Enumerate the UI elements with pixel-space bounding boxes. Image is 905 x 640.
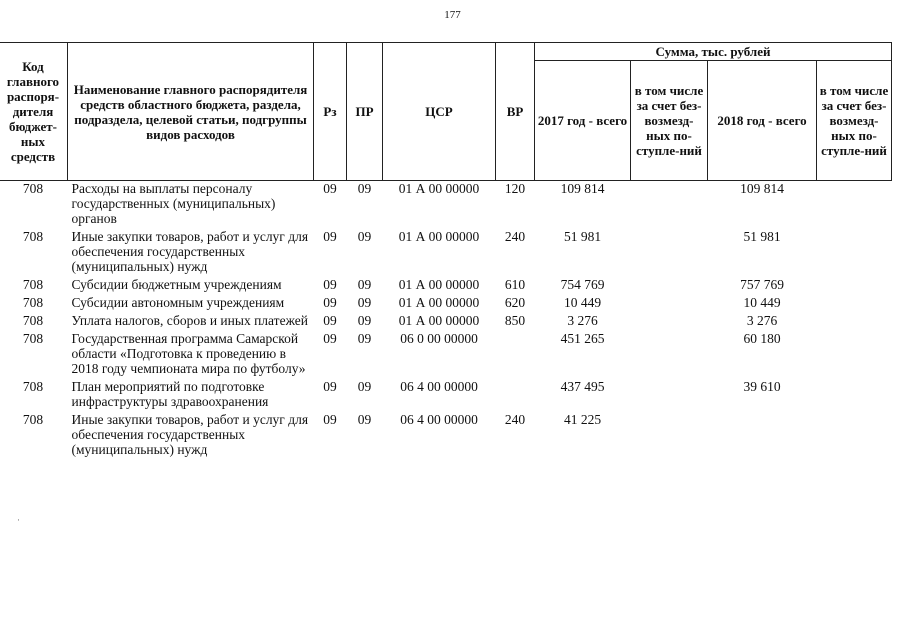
free-2017-cell: [631, 229, 708, 274]
margin-mark: ·: [17, 515, 20, 525]
sum-2018-cell: 3 276: [746, 313, 778, 328]
sum-2018-cell: 39 610: [743, 379, 781, 394]
header-name: Наименование главного распорядителя средств областного бюджета, раздела, подраздела, целевой статьи, подгруппы видов расходов: [68, 43, 314, 181]
table-row: [0, 277, 892, 292]
vr-cell: [496, 379, 535, 409]
table-row: [0, 295, 892, 310]
vr-cell: [496, 331, 535, 376]
code-cell: 708: [22, 313, 44, 328]
page-number: 177: [444, 9, 461, 21]
vr-cell: 240: [504, 229, 526, 244]
csr-cell: 06 4 00 00000: [400, 379, 478, 394]
rz-cell: 09: [323, 313, 337, 328]
sum-2017-cell: 51 981: [563, 229, 602, 244]
sum-2017-cell: 754 769: [560, 277, 605, 292]
code-cell: 708: [22, 412, 44, 427]
rz-cell: 09: [323, 277, 337, 292]
pr-cell: 09: [357, 277, 372, 292]
code-cell: 708: [22, 181, 44, 196]
rz-cell: 09: [323, 331, 337, 346]
free-2018-cell: [817, 412, 892, 457]
sum-2017-cell: 451 265: [560, 331, 605, 346]
csr-cell: 01 А 00 00000: [398, 181, 480, 196]
header-2018-total: 2018 год - всего: [708, 61, 817, 181]
sum-2017-cell: 109 814: [560, 181, 605, 196]
header-vr: ВР: [496, 43, 535, 181]
vr-cell: 240: [504, 412, 526, 427]
name-cell: Иные закупки товаров, работ и услуг для обеспечения государственных (муниципальных) нужд: [71, 229, 309, 274]
csr-cell: 01 А 00 00000: [398, 229, 480, 244]
csr-cell: 01 А 00 00000: [398, 313, 480, 328]
free-2018-cell: [817, 277, 892, 292]
header-rz: Рз: [314, 43, 347, 181]
code-cell: 708: [22, 277, 44, 292]
pr-cell: 09: [357, 229, 372, 244]
sum-2017-cell: 10 449: [563, 295, 602, 310]
csr-cell: 06 0 00 00000: [400, 331, 478, 346]
pr-cell: 09: [357, 412, 372, 427]
vr-cell: 850: [504, 313, 526, 328]
free-2018-cell: [817, 379, 892, 409]
name-cell: Государственная программа Самарской области «Подготовка к проведению в 2018 году чемпионата мира по футболу»: [71, 331, 306, 376]
sum-2017-cell: 41 225: [563, 412, 602, 427]
free-2018-cell: [817, 229, 892, 274]
sum-2018-cell: 757 769: [740, 277, 784, 292]
free-2017-cell: [631, 379, 708, 409]
csr-cell: 01 А 00 00000: [398, 295, 480, 310]
free-2018-cell: [817, 295, 892, 310]
header-csr: ЦСР: [383, 43, 496, 181]
sum-2018-cell: 10 449: [743, 295, 781, 310]
code-cell: 708: [22, 295, 44, 310]
table-row: [0, 313, 892, 328]
free-2017-cell: [631, 313, 708, 328]
pr-cell: 09: [357, 331, 372, 346]
header-2018-free: в том числе за счет без-возмезд-ных по-ступле-ний: [817, 61, 892, 181]
csr-cell: 06 4 00 00000: [400, 412, 478, 427]
sum-2017-cell: 437 495: [560, 379, 605, 394]
sum-2018-cell: 60 180: [743, 331, 781, 346]
pr-cell: 09: [357, 313, 372, 328]
table-row: [0, 181, 892, 227]
table-row: [0, 229, 892, 274]
pr-cell: 09: [357, 181, 372, 196]
vr-cell: 120: [504, 181, 526, 196]
header-sum: Сумма, тыс. рублей: [535, 43, 892, 61]
free-2017-cell: [631, 412, 708, 457]
table-row: [0, 331, 892, 376]
free-2018-cell: [817, 313, 892, 328]
table-row: [0, 379, 892, 409]
rz-cell: 09: [323, 229, 337, 244]
free-2017-cell: [631, 331, 708, 376]
csr-cell: 01 А 00 00000: [398, 277, 480, 292]
pr-cell: 09: [357, 295, 372, 310]
sum-2018-cell: 109 814: [740, 181, 784, 196]
pr-cell: 09: [357, 379, 372, 394]
code-cell: 708: [22, 379, 44, 394]
code-cell: 708: [22, 331, 44, 346]
rz-cell: 09: [323, 181, 337, 196]
free-2018-cell: [817, 331, 892, 376]
rz-cell: 09: [323, 295, 337, 310]
rz-cell: 09: [323, 379, 337, 394]
header-pr: ПР: [347, 43, 383, 181]
sum-2018-cell: [708, 412, 817, 457]
name-cell: Субсидии бюджетным учреждениям: [71, 277, 282, 292]
name-cell: Расходы на выплаты персоналу государственных (муниципальных) органов: [71, 181, 276, 226]
free-2018-cell: [817, 181, 892, 227]
free-2017-cell: [631, 277, 708, 292]
header-2017-total: 2017 год - всего: [535, 61, 631, 181]
vr-cell: 620: [504, 295, 526, 310]
code-cell: 708: [22, 229, 44, 244]
free-2017-cell: [631, 295, 708, 310]
rz-cell: 09: [323, 412, 337, 427]
vr-cell: 610: [504, 277, 526, 292]
sum-2017-cell: 3 276: [567, 313, 598, 328]
header-2017-free: в том числе за счет без-возмезд-ных по-ступле-ний: [631, 61, 708, 181]
name-cell: Субсидии автономным учреждениям: [71, 295, 285, 310]
header-code: Код главного распоря-дителя бюджет-ных средств: [0, 43, 68, 181]
free-2017-cell: [631, 181, 708, 227]
sum-2018-cell: 51 981: [743, 229, 781, 244]
name-cell: Уплата налогов, сборов и иных платежей: [71, 313, 308, 328]
budget-table: [0, 42, 892, 460]
table-row: [0, 412, 892, 457]
name-cell: План мероприятий по подготовке инфраструктуры здравоохранения: [71, 379, 269, 409]
name-cell: Иные закупки товаров, работ и услуг для обеспечения государственных (муниципальных) нужд: [71, 412, 309, 457]
